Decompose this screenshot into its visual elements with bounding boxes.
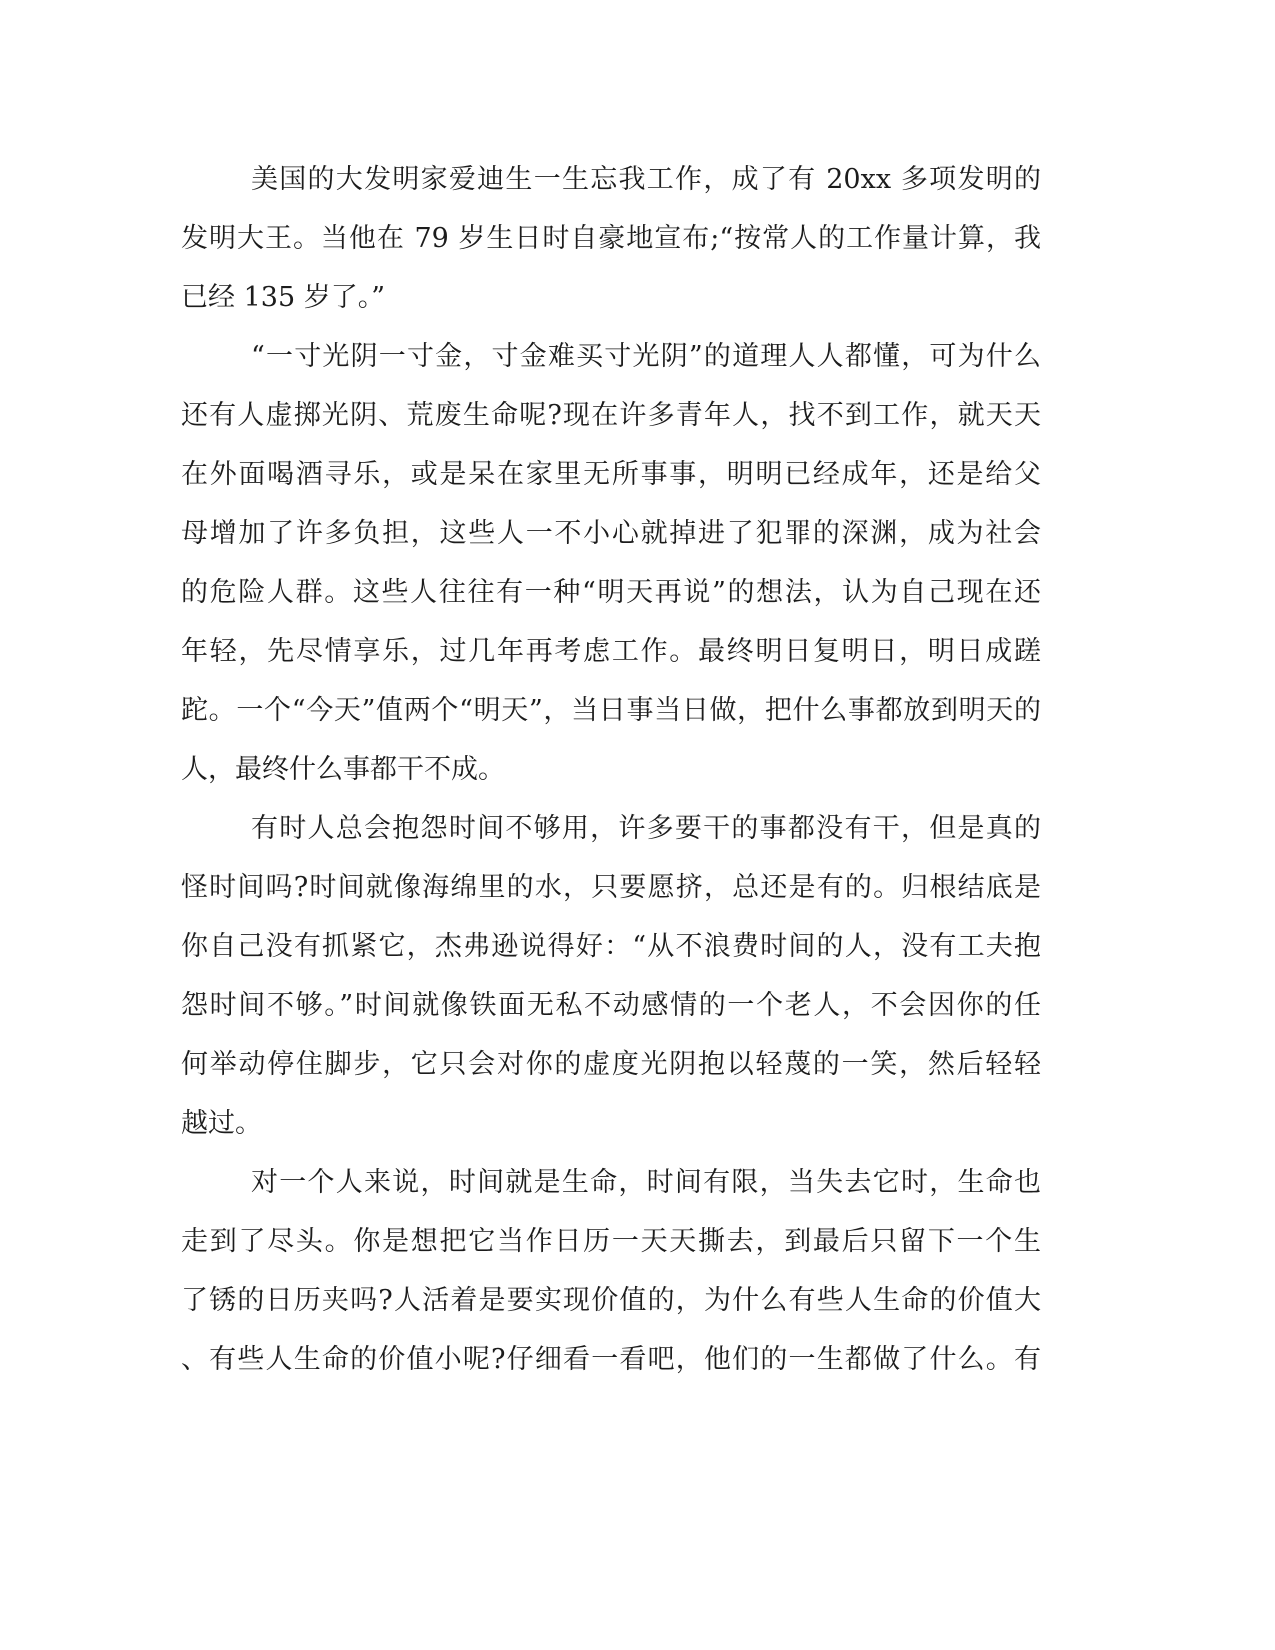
text-line: 已经 135 岁了。”	[181, 282, 386, 313]
text-line: 跎。一个“今天”值两个“明天”，当日事当日做，把什么事都放到明天的	[181, 695, 1041, 726]
paragraph-edison	[181, 150, 1041, 327]
text-line: 人，最终什么事都干不成。	[181, 754, 505, 785]
text-line: 、有些人生命的价值小呢?仔细看一看吧，他们的一生都做了什么。有	[181, 1344, 1041, 1375]
text-line: 了锈的日历夹吗?人活着是要实现价值的，为什么有些人生命的价值大	[181, 1285, 1041, 1316]
text-line: 走到了尽头。你是想把它当作日历一天天撕去，到最后只留下一个生	[181, 1226, 1041, 1257]
paragraph-time-is-gold	[181, 327, 1041, 799]
text-line: 美国的大发明家爱迪生一生忘我工作，成了有 20xx 多项发明的	[251, 164, 1041, 195]
text-line: 怪时间吗?时间就像海绵里的水，只要愿挤，总还是有的。归根结底是	[181, 872, 1041, 903]
text-line: 越过。	[181, 1108, 262, 1139]
text-line: 的危险人群。这些人往往有一种“明天再说”的想法，认为自己现在还	[181, 577, 1041, 608]
text-line: 对一个人来说，时间就是生命，时间有限，当失去它时，生命也	[251, 1167, 1041, 1198]
text-line: 何举动停住脚步，它只会对你的虚度光阴抱以轻蔑的一笑，然后轻轻	[181, 1049, 1041, 1080]
text-line: 你自己没有抓紧它，杰弗逊说得好：“从不浪费时间的人，没有工夫抱	[181, 931, 1041, 962]
text-line: 年轻，先尽情享乐，过几年再考虑工作。最终明日复明日，明日成蹉	[181, 636, 1041, 667]
text-line: 在外面喝酒寻乐，或是呆在家里无所事事，明明已经成年，还是给父	[181, 459, 1041, 490]
body-text	[181, 150, 1041, 1389]
paragraph-complaining-about-time	[181, 799, 1041, 1153]
text-line: 有时人总会抱怨时间不够用，许多要干的事都没有干，但是真的	[251, 813, 1041, 844]
text-line: 怨时间不够。”时间就像铁面无私不动感情的一个老人，不会因你的任	[181, 990, 1041, 1021]
text-line: 母增加了许多负担，这些人一不小心就掉进了犯罪的深渊，成为社会	[181, 518, 1041, 549]
text-line: 发明大王。当他在 79 岁生日时自豪地宣布;“按常人的工作量计算，我	[181, 223, 1041, 254]
text-line: 还有人虚掷光阴、荒废生命呢?现在许多青年人，找不到工作，就天天	[181, 400, 1041, 431]
text-line: “一寸光阴一寸金，寸金难买寸光阴”的道理人人都懂，可为什么	[251, 341, 1041, 372]
paragraph-time-is-life	[181, 1153, 1041, 1389]
